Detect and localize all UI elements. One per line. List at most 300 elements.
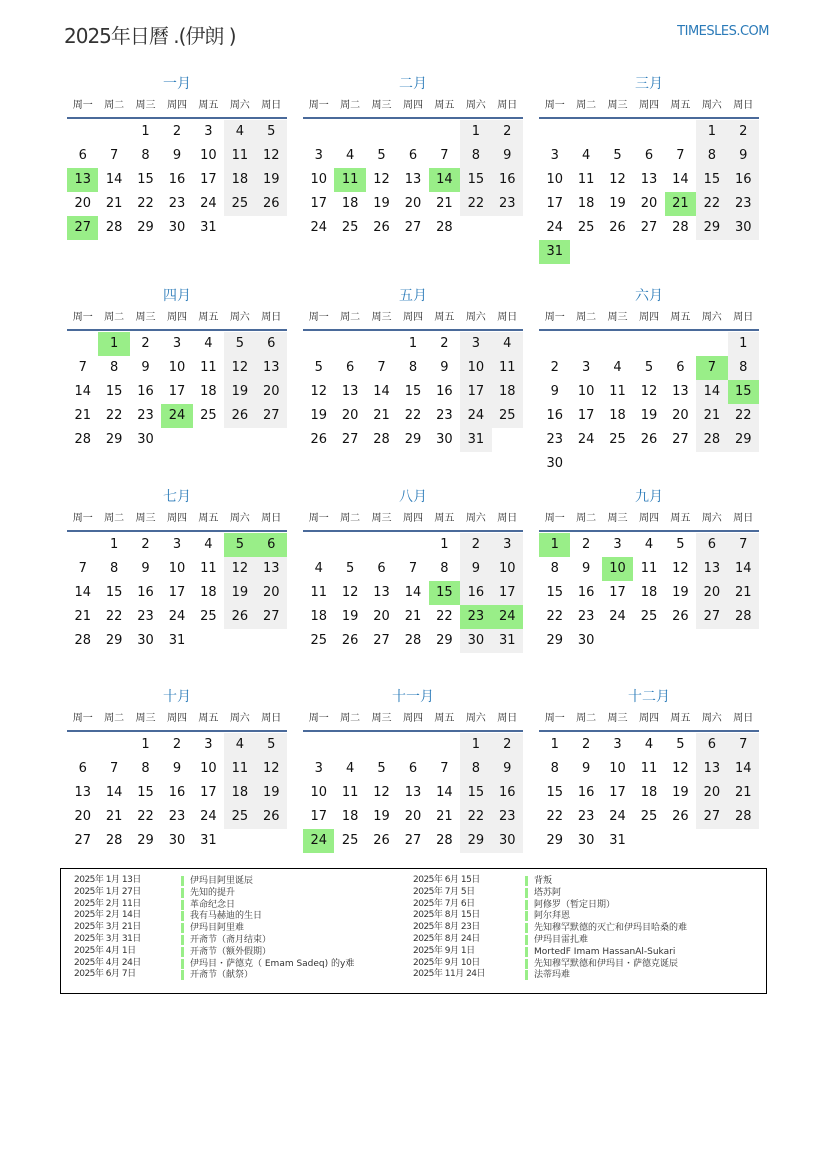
day-cell[interactable]: 23 <box>137 408 154 423</box>
day-cell[interactable]: 17 <box>168 384 186 399</box>
day-cell[interactable]: 3 <box>492 533 523 557</box>
day-cell[interactable]: 20 <box>256 581 287 605</box>
day-cell[interactable]: 4 <box>644 537 654 552</box>
day-cell[interactable]: 6 <box>345 360 355 375</box>
day-cell[interactable]: 29 <box>137 220 154 235</box>
day-cell[interactable]: 23 <box>577 609 595 624</box>
day-cell[interactable]: 22 <box>728 404 759 428</box>
day-cell[interactable]: 12 <box>310 384 327 399</box>
day-cell[interactable]: 13 <box>256 356 287 380</box>
day-cell[interactable]: 22 <box>105 408 123 423</box>
day-cell[interactable]: 12 <box>672 761 689 776</box>
day-cell[interactable]: 20 <box>74 809 91 824</box>
day-cell[interactable]: 28 <box>105 220 123 235</box>
day-cell[interactable]: 21 <box>436 196 453 211</box>
day-cell[interactable]: 20 <box>404 809 422 824</box>
day-cell[interactable]: 29 <box>546 633 563 648</box>
day-cell[interactable]: 25 <box>640 609 658 624</box>
day-cell[interactable]: 14 <box>105 172 123 187</box>
day-cell[interactable]: 11 <box>224 757 255 781</box>
day-cell[interactable]: 4 <box>581 148 591 163</box>
day-cell[interactable]: 22 <box>404 408 422 423</box>
day-cell[interactable]: 5 <box>256 733 287 757</box>
day-cell[interactable]: 10 <box>577 384 595 399</box>
day-cell[interactable]: 25 <box>577 220 595 235</box>
day-cell[interactable]: 20 <box>373 609 390 624</box>
day-cell[interactable]: 14 <box>74 384 91 399</box>
day-cell[interactable]: 15 <box>460 168 491 192</box>
day-cell[interactable]: 8 <box>460 144 491 168</box>
day-cell[interactable]: 17 <box>310 196 327 211</box>
day-cell[interactable]: 4 <box>345 761 355 776</box>
day-cell[interactable]: 11 <box>640 761 658 776</box>
day-cell[interactable]: 23 <box>492 192 523 216</box>
day-cell[interactable]: 9 <box>728 144 759 168</box>
day-cell[interactable]: 1 <box>141 124 150 139</box>
day-cell[interactable]: 6 <box>696 733 727 757</box>
holiday-day-cell[interactable]: 5 <box>224 533 255 557</box>
day-cell[interactable]: 23 <box>168 196 186 211</box>
day-cell[interactable]: 26 <box>256 805 287 829</box>
day-cell[interactable]: 19 <box>373 809 390 824</box>
day-cell[interactable]: 29 <box>546 833 563 848</box>
day-cell[interactable]: 24 <box>577 432 595 447</box>
day-cell[interactable]: 22 <box>460 192 491 216</box>
day-cell[interactable]: 13 <box>341 384 359 399</box>
day-cell[interactable]: 15 <box>546 785 563 800</box>
day-cell[interactable]: 27 <box>341 432 359 447</box>
day-cell[interactable]: 8 <box>408 360 418 375</box>
day-cell[interactable]: 26 <box>224 605 255 629</box>
day-cell[interactable]: 28 <box>728 805 759 829</box>
day-cell[interactable]: 18 <box>224 168 255 192</box>
day-cell[interactable]: 17 <box>609 785 626 800</box>
day-cell[interactable]: 4 <box>345 148 355 163</box>
day-cell[interactable]: 4 <box>314 561 323 576</box>
day-cell[interactable]: 15 <box>105 585 123 600</box>
day-cell[interactable]: 27 <box>672 432 689 447</box>
day-cell[interactable]: 27 <box>256 404 287 428</box>
holiday-day-cell[interactable]: 1 <box>98 332 129 356</box>
day-cell[interactable]: 3 <box>460 332 491 356</box>
day-cell[interactable]: 3 <box>550 148 559 163</box>
day-cell[interactable]: 29 <box>696 216 727 240</box>
day-cell[interactable]: 8 <box>141 148 150 163</box>
day-cell[interactable]: 4 <box>644 737 654 752</box>
day-cell[interactable]: 21 <box>404 609 422 624</box>
day-cell[interactable]: 8 <box>460 757 491 781</box>
holiday-day-cell[interactable]: 13 <box>67 168 98 192</box>
day-cell[interactable]: 6 <box>408 761 418 776</box>
day-cell[interactable]: 22 <box>137 196 154 211</box>
day-cell[interactable]: 10 <box>168 561 186 576</box>
day-cell[interactable]: 2 <box>492 733 523 757</box>
day-cell[interactable]: 7 <box>440 148 449 163</box>
day-cell[interactable]: 12 <box>609 172 626 187</box>
day-cell[interactable]: 18 <box>640 585 658 600</box>
day-cell[interactable]: 8 <box>440 561 449 576</box>
day-cell[interactable]: 10 <box>546 172 563 187</box>
holiday-day-cell[interactable]: 24 <box>303 829 334 853</box>
day-cell[interactable]: 24 <box>609 809 626 824</box>
day-cell[interactable]: 16 <box>168 172 186 187</box>
day-cell[interactable]: 19 <box>672 585 689 600</box>
day-cell[interactable]: 8 <box>550 761 559 776</box>
day-cell[interactable]: 21 <box>728 781 759 805</box>
day-cell[interactable]: 14 <box>436 785 453 800</box>
day-cell[interactable]: 15 <box>460 781 491 805</box>
day-cell[interactable]: 20 <box>672 408 689 423</box>
day-cell[interactable]: 9 <box>172 761 182 776</box>
day-cell[interactable]: 18 <box>310 609 327 624</box>
day-cell[interactable]: 14 <box>74 585 91 600</box>
day-cell[interactable]: 7 <box>440 761 449 776</box>
day-cell[interactable]: 12 <box>672 561 689 576</box>
day-cell[interactable]: 13 <box>672 384 689 399</box>
day-cell[interactable]: 28 <box>436 220 453 235</box>
day-cell[interactable]: 10 <box>492 557 523 581</box>
day-cell[interactable]: 14 <box>105 785 123 800</box>
day-cell[interactable]: 14 <box>728 757 759 781</box>
day-cell[interactable]: 24 <box>168 609 186 624</box>
day-cell[interactable]: 11 <box>200 561 217 576</box>
day-cell[interactable]: 19 <box>224 581 255 605</box>
day-cell[interactable]: 9 <box>460 557 491 581</box>
holiday-day-cell[interactable]: 21 <box>665 192 696 216</box>
day-cell[interactable]: 24 <box>460 404 491 428</box>
day-cell[interactable]: 29 <box>460 829 491 853</box>
day-cell[interactable]: 25 <box>200 408 217 423</box>
day-cell[interactable]: 8 <box>141 761 150 776</box>
day-cell[interactable]: 26 <box>609 220 626 235</box>
day-cell[interactable]: 10 <box>200 761 217 776</box>
day-cell[interactable]: 9 <box>581 761 591 776</box>
day-cell[interactable]: 14 <box>404 585 422 600</box>
day-cell[interactable]: 17 <box>492 581 523 605</box>
day-cell[interactable]: 23 <box>492 805 523 829</box>
day-cell[interactable]: 11 <box>224 144 255 168</box>
day-cell[interactable]: 15 <box>696 168 727 192</box>
day-cell[interactable]: 16 <box>492 168 523 192</box>
day-cell[interactable]: 28 <box>105 833 123 848</box>
day-cell[interactable]: 22 <box>436 609 453 624</box>
day-cell[interactable]: 5 <box>377 148 386 163</box>
day-cell[interactable]: 7 <box>78 360 87 375</box>
day-cell[interactable]: 13 <box>696 757 727 781</box>
holiday-day-cell[interactable]: 15 <box>728 380 759 404</box>
day-cell[interactable]: 29 <box>728 428 759 452</box>
day-cell[interactable]: 27 <box>74 833 91 848</box>
day-cell[interactable]: 8 <box>550 561 559 576</box>
day-cell[interactable]: 21 <box>728 581 759 605</box>
day-cell[interactable]: 11 <box>640 561 658 576</box>
day-cell[interactable]: 26 <box>373 833 390 848</box>
day-cell[interactable]: 23 <box>728 192 759 216</box>
day-cell[interactable]: 31 <box>200 833 217 848</box>
day-cell[interactable]: 28 <box>404 633 422 648</box>
day-cell[interactable]: 28 <box>74 633 91 648</box>
day-cell[interactable]: 16 <box>460 581 491 605</box>
day-cell[interactable]: 1 <box>460 733 491 757</box>
day-cell[interactable]: 25 <box>640 809 658 824</box>
day-cell[interactable]: 7 <box>676 148 685 163</box>
day-cell[interactable]: 14 <box>373 384 390 399</box>
day-cell[interactable]: 16 <box>168 785 186 800</box>
day-cell[interactable]: 12 <box>373 785 390 800</box>
day-cell[interactable]: 2 <box>492 120 523 144</box>
day-cell[interactable]: 17 <box>546 196 563 211</box>
day-cell[interactable]: 7 <box>408 561 418 576</box>
day-cell[interactable]: 22 <box>546 809 563 824</box>
day-cell[interactable]: 28 <box>74 432 91 447</box>
day-cell[interactable]: 17 <box>200 785 217 800</box>
day-cell[interactable]: 8 <box>109 360 119 375</box>
day-cell[interactable]: 30 <box>728 216 759 240</box>
day-cell[interactable]: 7 <box>109 761 119 776</box>
day-cell[interactable]: 7 <box>728 533 759 557</box>
day-cell[interactable]: 2 <box>440 336 449 351</box>
day-cell[interactable]: 1 <box>460 120 491 144</box>
day-cell[interactable]: 12 <box>373 172 390 187</box>
day-cell[interactable]: 2 <box>550 360 559 375</box>
day-cell[interactable]: 13 <box>404 172 422 187</box>
day-cell[interactable]: 6 <box>78 761 87 776</box>
day-cell[interactable]: 11 <box>341 785 359 800</box>
day-cell[interactable]: 3 <box>204 124 213 139</box>
day-cell[interactable]: 24 <box>546 220 563 235</box>
day-cell[interactable]: 21 <box>696 404 727 428</box>
day-cell[interactable]: 6 <box>676 360 685 375</box>
day-cell[interactable]: 23 <box>137 609 154 624</box>
day-cell[interactable]: 10 <box>168 360 186 375</box>
day-cell[interactable]: 13 <box>696 557 727 581</box>
day-cell[interactable]: 24 <box>310 220 327 235</box>
holiday-day-cell[interactable]: 7 <box>696 356 727 380</box>
day-cell[interactable]: 18 <box>640 785 658 800</box>
day-cell[interactable]: 30 <box>546 456 563 471</box>
day-cell[interactable]: 20 <box>696 581 727 605</box>
day-cell[interactable]: 13 <box>74 785 91 800</box>
day-cell[interactable]: 19 <box>256 168 287 192</box>
day-cell[interactable]: 31 <box>460 428 491 452</box>
day-cell[interactable]: 5 <box>345 561 355 576</box>
day-cell[interactable]: 14 <box>696 380 727 404</box>
day-cell[interactable]: 8 <box>696 144 727 168</box>
holiday-day-cell[interactable]: 6 <box>256 533 287 557</box>
day-cell[interactable]: 29 <box>137 833 154 848</box>
day-cell[interactable]: 25 <box>310 633 327 648</box>
day-cell[interactable]: 22 <box>546 609 563 624</box>
day-cell[interactable]: 28 <box>373 432 390 447</box>
day-cell[interactable]: 30 <box>492 829 523 853</box>
day-cell[interactable]: 29 <box>105 633 123 648</box>
day-cell[interactable]: 4 <box>224 733 255 757</box>
day-cell[interactable]: 19 <box>310 408 327 423</box>
day-cell[interactable]: 27 <box>640 220 658 235</box>
day-cell[interactable]: 30 <box>577 833 595 848</box>
day-cell[interactable]: 26 <box>373 220 390 235</box>
day-cell[interactable]: 27 <box>696 805 727 829</box>
day-cell[interactable]: 26 <box>672 609 689 624</box>
day-cell[interactable]: 1 <box>440 537 449 552</box>
site-link[interactable]: TIMESLES.COM <box>677 24 769 39</box>
day-cell[interactable]: 4 <box>492 332 523 356</box>
day-cell[interactable]: 16 <box>728 168 759 192</box>
day-cell[interactable]: 29 <box>436 633 453 648</box>
day-cell[interactable]: 22 <box>105 609 123 624</box>
day-cell[interactable]: 1 <box>408 336 418 351</box>
day-cell[interactable]: 1 <box>728 332 759 356</box>
day-cell[interactable]: 19 <box>672 785 689 800</box>
day-cell[interactable]: 11 <box>310 585 327 600</box>
day-cell[interactable]: 20 <box>404 196 422 211</box>
day-cell[interactable]: 15 <box>404 384 422 399</box>
day-cell[interactable]: 28 <box>696 428 727 452</box>
day-cell[interactable]: 18 <box>609 408 626 423</box>
day-cell[interactable]: 4 <box>204 336 213 351</box>
day-cell[interactable]: 19 <box>640 408 658 423</box>
day-cell[interactable]: 21 <box>105 809 123 824</box>
day-cell[interactable]: 25 <box>200 609 217 624</box>
day-cell[interactable]: 5 <box>676 737 685 752</box>
day-cell[interactable]: 7 <box>377 360 386 375</box>
day-cell[interactable]: 26 <box>672 809 689 824</box>
day-cell[interactable]: 3 <box>172 336 182 351</box>
day-cell[interactable]: 16 <box>137 384 154 399</box>
day-cell[interactable]: 30 <box>168 220 186 235</box>
day-cell[interactable]: 12 <box>256 757 287 781</box>
day-cell[interactable]: 5 <box>644 360 654 375</box>
holiday-day-cell[interactable]: 24 <box>161 404 192 428</box>
day-cell[interactable]: 1 <box>141 737 150 752</box>
day-cell[interactable]: 25 <box>341 220 359 235</box>
day-cell[interactable]: 27 <box>696 605 727 629</box>
day-cell[interactable]: 3 <box>314 761 323 776</box>
day-cell[interactable]: 3 <box>613 737 622 752</box>
day-cell[interactable]: 17 <box>168 585 186 600</box>
day-cell[interactable]: 16 <box>492 781 523 805</box>
day-cell[interactable]: 12 <box>341 585 359 600</box>
day-cell[interactable]: 18 <box>492 380 523 404</box>
day-cell[interactable]: 12 <box>256 144 287 168</box>
day-cell[interactable]: 23 <box>546 432 563 447</box>
day-cell[interactable]: 6 <box>256 332 287 356</box>
day-cell[interactable]: 7 <box>728 733 759 757</box>
day-cell[interactable]: 28 <box>672 220 689 235</box>
day-cell[interactable]: 11 <box>609 384 626 399</box>
day-cell[interactable]: 30 <box>577 633 595 648</box>
day-cell[interactable]: 27 <box>256 605 287 629</box>
day-cell[interactable]: 3 <box>314 148 323 163</box>
day-cell[interactable]: 31 <box>492 629 523 653</box>
day-cell[interactable]: 16 <box>577 785 595 800</box>
day-cell[interactable]: 19 <box>373 196 390 211</box>
day-cell[interactable]: 24 <box>200 809 217 824</box>
day-cell[interactable]: 10 <box>609 761 626 776</box>
day-cell[interactable]: 30 <box>137 633 154 648</box>
day-cell[interactable]: 30 <box>460 629 491 653</box>
day-cell[interactable]: 12 <box>224 356 255 380</box>
day-cell[interactable]: 6 <box>377 561 386 576</box>
holiday-day-cell[interactable]: 14 <box>429 168 460 192</box>
day-cell[interactable]: 9 <box>492 757 523 781</box>
day-cell[interactable]: 10 <box>460 356 491 380</box>
day-cell[interactable]: 15 <box>137 172 154 187</box>
day-cell[interactable]: 23 <box>168 809 186 824</box>
day-cell[interactable]: 1 <box>550 737 559 752</box>
day-cell[interactable]: 5 <box>676 537 685 552</box>
day-cell[interactable]: 30 <box>137 432 154 447</box>
day-cell[interactable]: 2 <box>141 336 150 351</box>
day-cell[interactable]: 21 <box>373 408 390 423</box>
day-cell[interactable]: 6 <box>644 148 654 163</box>
day-cell[interactable]: 7 <box>78 561 87 576</box>
day-cell[interactable]: 9 <box>492 144 523 168</box>
day-cell[interactable]: 31 <box>200 220 217 235</box>
day-cell[interactable]: 8 <box>109 561 119 576</box>
day-cell[interactable]: 23 <box>436 408 453 423</box>
day-cell[interactable]: 27 <box>404 220 422 235</box>
day-cell[interactable]: 18 <box>224 781 255 805</box>
day-cell[interactable]: 9 <box>440 360 449 375</box>
holiday-day-cell[interactable]: 10 <box>602 557 633 581</box>
day-cell[interactable]: 10 <box>200 148 217 163</box>
day-cell[interactable]: 11 <box>577 172 595 187</box>
day-cell[interactable]: 26 <box>310 432 327 447</box>
day-cell[interactable]: 14 <box>728 557 759 581</box>
day-cell[interactable]: 31 <box>168 633 186 648</box>
day-cell[interactable]: 12 <box>224 557 255 581</box>
day-cell[interactable]: 3 <box>172 537 182 552</box>
day-cell[interactable]: 2 <box>728 120 759 144</box>
day-cell[interactable]: 2 <box>172 737 182 752</box>
day-cell[interactable]: 10 <box>310 785 327 800</box>
day-cell[interactable]: 17 <box>609 585 626 600</box>
day-cell[interactable]: 1 <box>109 537 119 552</box>
day-cell[interactable]: 3 <box>613 537 622 552</box>
holiday-day-cell[interactable]: 31 <box>539 240 570 264</box>
day-cell[interactable]: 16 <box>436 384 453 399</box>
day-cell[interactable]: 2 <box>581 737 591 752</box>
day-cell[interactable]: 13 <box>256 557 287 581</box>
day-cell[interactable]: 25 <box>224 192 255 216</box>
day-cell[interactable]: 20 <box>256 380 287 404</box>
day-cell[interactable]: 9 <box>581 561 591 576</box>
day-cell[interactable]: 16 <box>137 585 154 600</box>
holiday-day-cell[interactable]: 11 <box>334 168 365 192</box>
day-cell[interactable]: 24 <box>200 196 217 211</box>
holiday-day-cell[interactable]: 15 <box>429 581 460 605</box>
day-cell[interactable]: 15 <box>137 785 154 800</box>
day-cell[interactable]: 25 <box>341 833 359 848</box>
day-cell[interactable]: 18 <box>200 384 217 399</box>
day-cell[interactable]: 26 <box>256 192 287 216</box>
day-cell[interactable]: 5 <box>613 148 622 163</box>
day-cell[interactable]: 16 <box>546 408 563 423</box>
day-cell[interactable]: 3 <box>581 360 591 375</box>
day-cell[interactable]: 22 <box>696 192 727 216</box>
holiday-day-cell[interactable]: 23 <box>460 605 491 629</box>
day-cell[interactable]: 19 <box>256 781 287 805</box>
day-cell[interactable]: 30 <box>436 432 453 447</box>
day-cell[interactable]: 25 <box>224 805 255 829</box>
day-cell[interactable]: 29 <box>105 432 123 447</box>
day-cell[interactable]: 5 <box>377 761 386 776</box>
day-cell[interactable]: 9 <box>172 148 182 163</box>
day-cell[interactable]: 6 <box>78 148 87 163</box>
day-cell[interactable]: 30 <box>168 833 186 848</box>
day-cell[interactable]: 20 <box>696 781 727 805</box>
